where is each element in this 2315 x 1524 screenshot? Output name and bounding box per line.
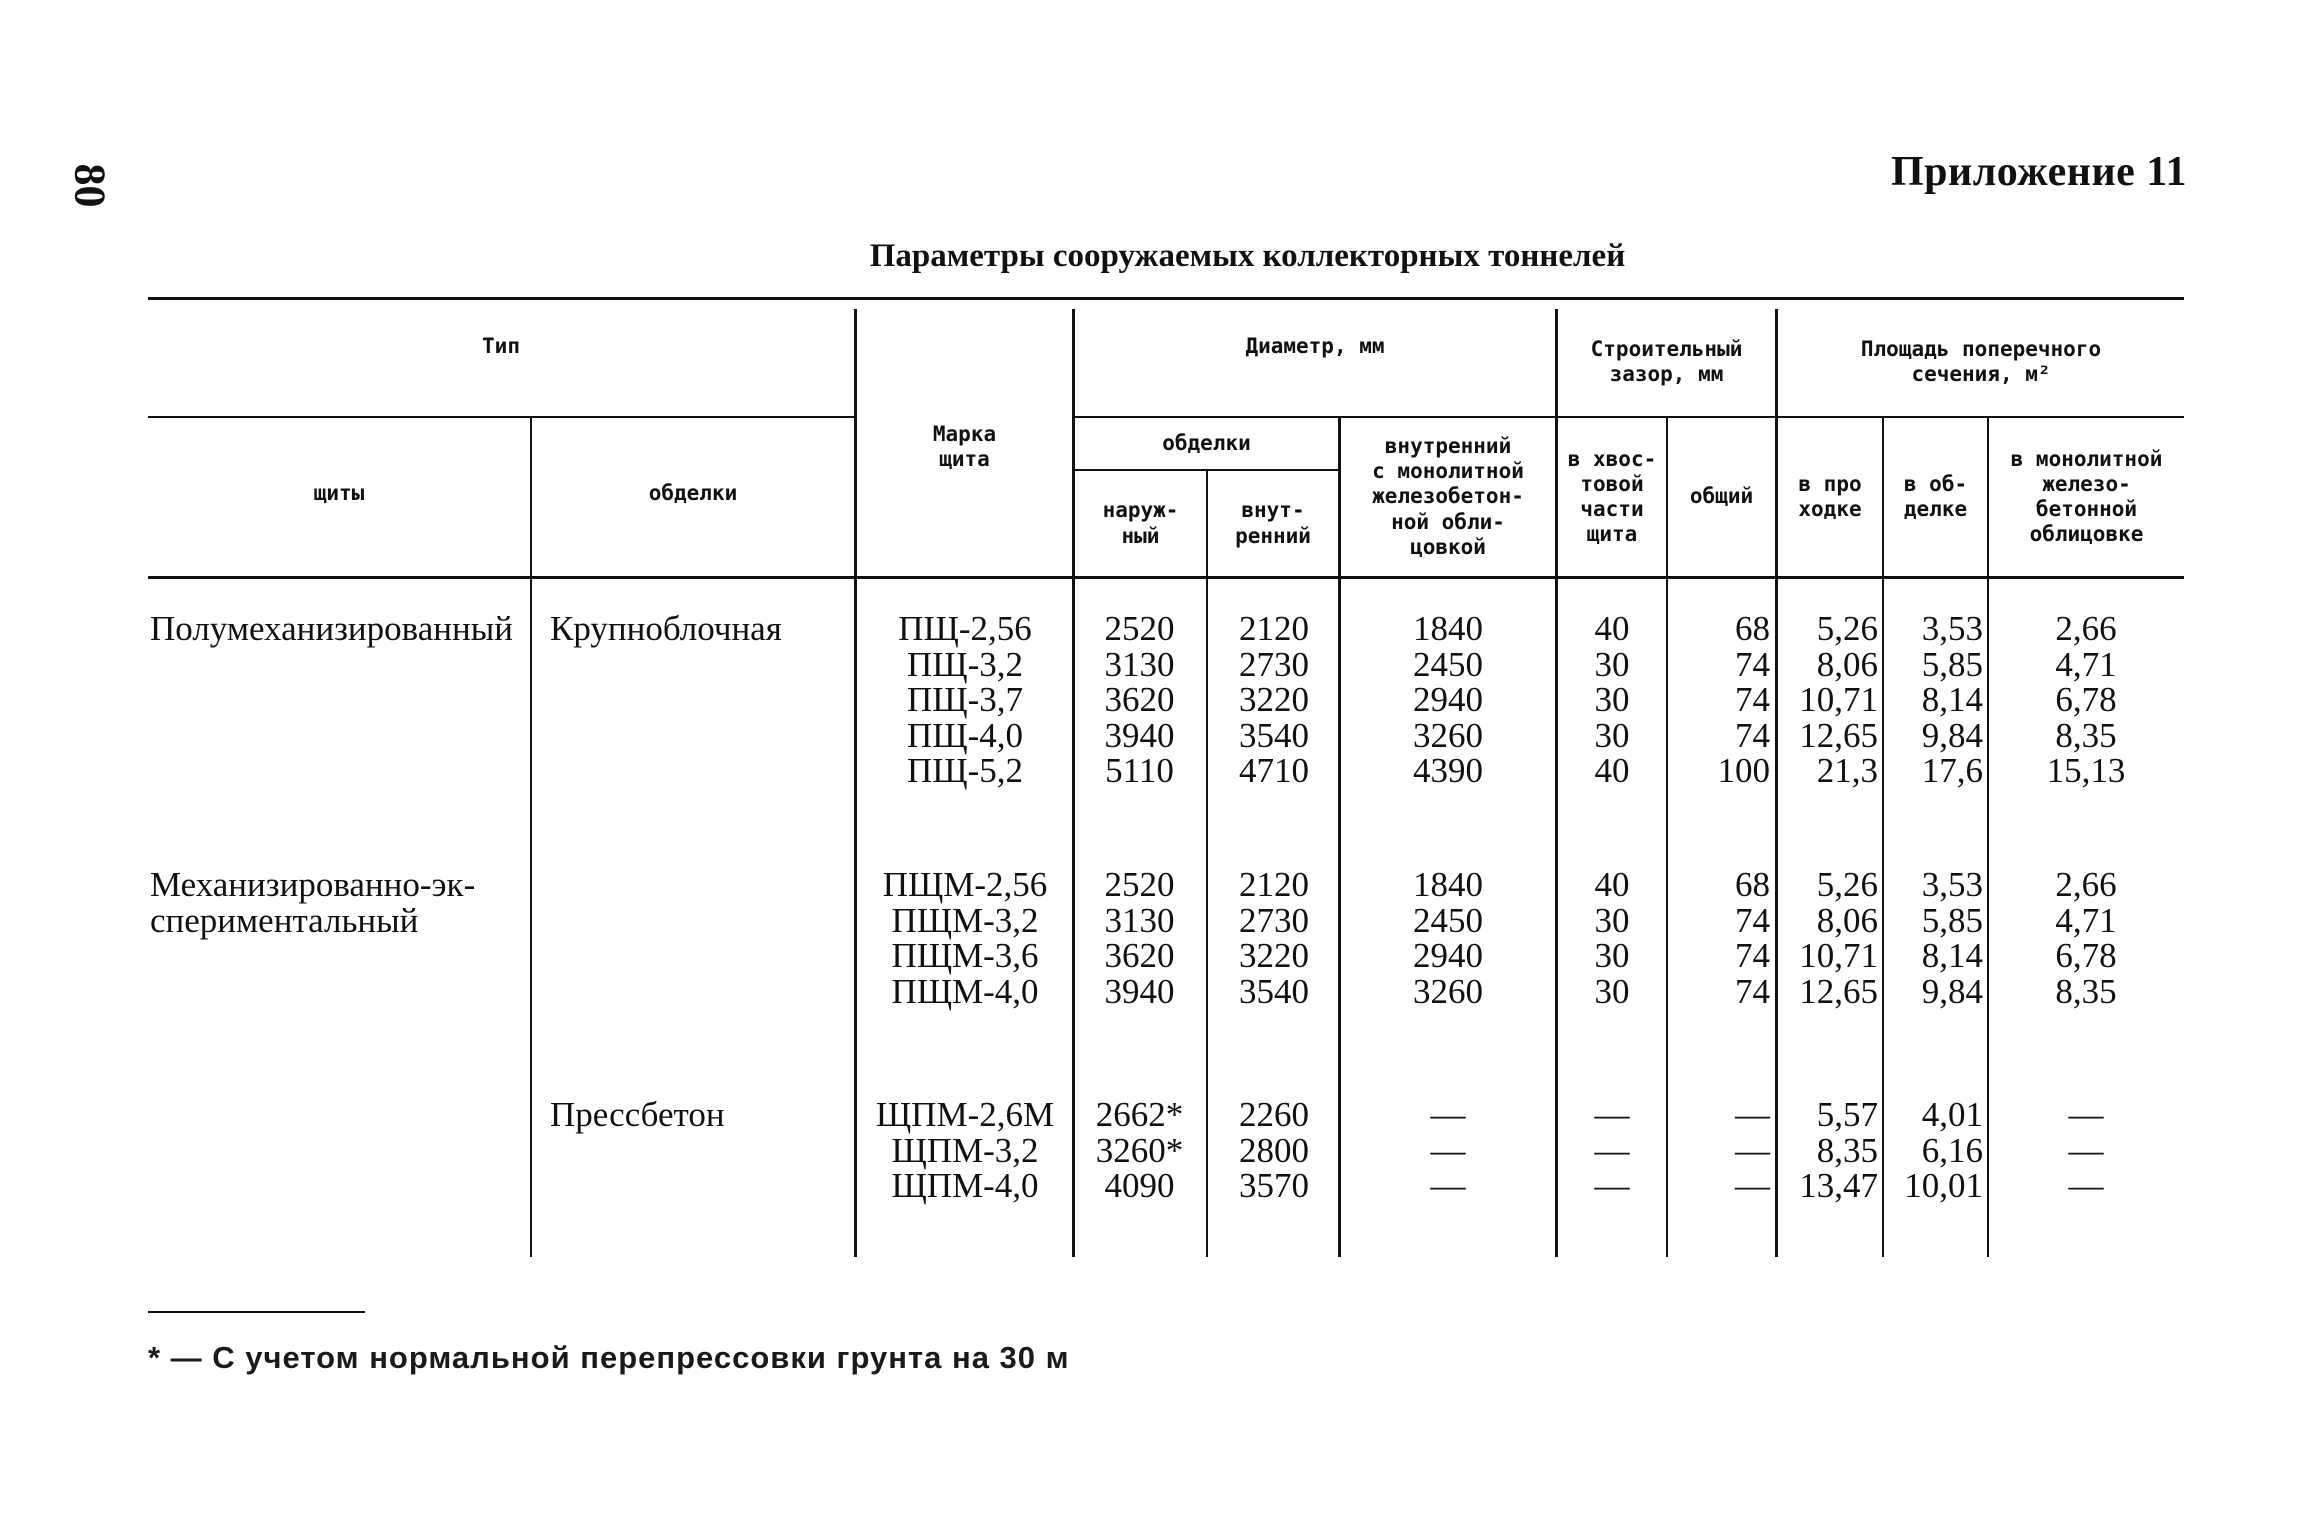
naruzhny-cell: 2520 bbox=[1104, 609, 1175, 648]
header-v-monolit: в монолитной железо- бетонной облицовке bbox=[2010, 446, 2163, 547]
vnutrenny-monolit-column bbox=[1343, 611, 1553, 789]
vnutrenny-column bbox=[1210, 867, 1338, 1009]
header-shchity: щиты bbox=[313, 481, 365, 506]
v-prohodke-cell: 8,35 bbox=[1816, 1130, 1878, 1170]
v-prohodke-cell: 21,3 bbox=[1816, 751, 1878, 790]
obshchy-cell: 68 bbox=[1735, 609, 1770, 648]
footnote: * — С учетом нормальной перепрессовки грунта на 30 м bbox=[148, 1340, 1070, 1375]
v-monolit-cell: 6,78 bbox=[2055, 936, 2117, 975]
obshchy-column bbox=[1670, 611, 1770, 789]
appendix-label: Приложение 11 bbox=[1890, 149, 2187, 195]
v-prohodke-cell: 10,71 bbox=[1799, 680, 1878, 719]
vnutrenny-cell: 3220 bbox=[1239, 680, 1309, 719]
marka-cell: ПЩМ-4,0 bbox=[891, 971, 1039, 1011]
obshchy-cell: 74 bbox=[1735, 900, 1770, 940]
hvost-cell: 30 bbox=[1594, 936, 1630, 975]
v-prohodke-cell: 12,65 bbox=[1799, 971, 1878, 1011]
marka-column bbox=[860, 611, 1070, 789]
v-prohodke-cell: 10,71 bbox=[1799, 936, 1878, 975]
v-prohodke-column bbox=[1780, 611, 1878, 789]
vnutrenny-monolit-cell: — bbox=[1430, 1095, 1466, 1134]
header-marka: Марка щита bbox=[932, 421, 997, 471]
vnutrenny-cell: 3220 bbox=[1239, 936, 1309, 975]
naruzhny-column bbox=[1077, 867, 1202, 1009]
v-obdelke-cell: 6,16 bbox=[1921, 1130, 1983, 1170]
hvost-cell: 30 bbox=[1594, 715, 1630, 755]
obshchy-cell: — bbox=[1735, 1166, 1770, 1205]
obshchy-cell: — bbox=[1735, 1095, 1770, 1134]
marka-cell: ПЩ-4,0 bbox=[907, 715, 1023, 755]
vnutrenny-monolit-cell: 3260 bbox=[1413, 715, 1483, 755]
naruzhny-cell: 3130 bbox=[1104, 644, 1175, 684]
vnutrenny-monolit-cell: — bbox=[1430, 1130, 1466, 1170]
naruzhny-column bbox=[1077, 1097, 1202, 1204]
v-obdelke-cell: 5,85 bbox=[1921, 644, 1983, 684]
naruzhny-column bbox=[1077, 611, 1202, 789]
v-obdelke-cell: 3,53 bbox=[1921, 865, 1983, 904]
header-vnutrenny: внут- ренний bbox=[1235, 498, 1311, 548]
top-rule bbox=[148, 297, 2184, 300]
header-bottom-rule bbox=[148, 576, 2184, 579]
obshchy-cell: 68 bbox=[1735, 865, 1770, 904]
naruzhny-cell: 3940 bbox=[1104, 971, 1175, 1011]
vrule-shchity bbox=[530, 417, 532, 1257]
obshchy-cell: 74 bbox=[1735, 971, 1770, 1011]
vnutrenny-monolit-column bbox=[1343, 1097, 1553, 1204]
v-monolit-cell: 15,13 bbox=[2046, 751, 2126, 790]
marka-column bbox=[860, 867, 1070, 1009]
vnutrenny-monolit-cell: 2940 bbox=[1413, 936, 1483, 975]
v-monolit-cell: — bbox=[2068, 1166, 2104, 1205]
vnutrenny-column bbox=[1210, 611, 1338, 789]
marka-cell: ПЩМ-2,56 bbox=[882, 865, 1048, 904]
marka-cell: ПЩМ-3,6 bbox=[891, 936, 1039, 975]
header-obdelki-sub: обделки bbox=[1162, 430, 1251, 455]
v-obdelke-cell: 17,6 bbox=[1921, 751, 1983, 790]
v-prohodke-column bbox=[1780, 867, 1878, 1009]
naruzhny-cell: 3620 bbox=[1104, 680, 1175, 719]
marka-column bbox=[860, 1097, 1070, 1204]
v-prohodke-cell: 5,26 bbox=[1816, 865, 1878, 904]
hvost-column bbox=[1560, 611, 1664, 789]
hvost-cell: 40 bbox=[1594, 609, 1630, 648]
vnutrenny-cell: 4710 bbox=[1239, 751, 1309, 790]
hvost-column bbox=[1560, 867, 1664, 1009]
header-v-obdelke: в об- делке bbox=[1903, 471, 1968, 521]
v-obdelke-cell: 4,01 bbox=[1921, 1095, 1983, 1134]
v-monolit-cell: 8,35 bbox=[2055, 971, 2117, 1011]
v-prohodke-column bbox=[1780, 1097, 1878, 1204]
header-tip: Тип bbox=[482, 334, 520, 359]
v-monolit-column bbox=[1991, 611, 2181, 789]
hvost-cell: 30 bbox=[1594, 644, 1630, 684]
v-prohodke-cell: 8,06 bbox=[1816, 644, 1878, 684]
naruzhny-cell: 3130 bbox=[1104, 900, 1175, 940]
v-prohodke-cell: 5,26 bbox=[1816, 609, 1878, 648]
hvost-cell: 40 bbox=[1594, 865, 1630, 904]
shield-type-label: Механизированно-эк- спериментальный bbox=[150, 865, 476, 940]
marka-cell: ЩПМ-3,2 bbox=[891, 1130, 1039, 1170]
v-monolit-cell: 6,78 bbox=[2055, 680, 2117, 719]
vnutrenny-cell: 3570 bbox=[1239, 1166, 1309, 1205]
vnutrenny-cell: 2730 bbox=[1239, 644, 1309, 684]
v-obdelke-cell: 3,53 bbox=[1921, 609, 1983, 648]
header-v-prohodke: в про ходке bbox=[1798, 471, 1862, 521]
page-number: 80 bbox=[65, 163, 115, 208]
header-obshchy: общий bbox=[1689, 484, 1754, 509]
header-ploshchad: Площадь поперечного сечения, м² bbox=[1860, 336, 2102, 386]
marka-cell: ПЩМ-3,2 bbox=[891, 900, 1039, 940]
hvost-cell: 40 bbox=[1594, 751, 1630, 790]
v-monolit-cell: 4,71 bbox=[2055, 900, 2117, 940]
v-monolit-cell: — bbox=[2068, 1095, 2104, 1134]
v-monolit-cell: 2,66 bbox=[2055, 609, 2117, 648]
marka-cell: ПЩ-5,2 bbox=[907, 751, 1023, 790]
vnutrenny-monolit-cell: 2450 bbox=[1413, 900, 1483, 940]
vnutrenny-cell: 3540 bbox=[1239, 971, 1309, 1011]
obshchy-cell: 74 bbox=[1735, 680, 1770, 719]
v-obdelke-cell: 9,84 bbox=[1921, 715, 1983, 755]
v-obdelke-column bbox=[1886, 611, 1983, 789]
lining-type-label: Крупноблочная bbox=[550, 609, 782, 648]
hvost-cell: 30 bbox=[1594, 900, 1630, 940]
footnote-rule bbox=[148, 1311, 365, 1313]
v-obdelke-column bbox=[1886, 1097, 1983, 1204]
v-obdelke-cell: 10,01 bbox=[1904, 1166, 1983, 1205]
lining-type-label: Прессбетон bbox=[550, 1095, 725, 1134]
obshchy-cell: 74 bbox=[1735, 715, 1770, 755]
hvost-cell: — bbox=[1594, 1166, 1630, 1205]
v-obdelke-cell: 5,85 bbox=[1921, 900, 1983, 940]
vnutrenny-cell: 2800 bbox=[1239, 1130, 1309, 1170]
naruzhny-cell: 2520 bbox=[1104, 865, 1175, 904]
naruzhny-cell: 2662* bbox=[1095, 1095, 1184, 1134]
obshchy-cell: 100 bbox=[1717, 751, 1770, 790]
naruzhny-cell: 4090 bbox=[1104, 1166, 1175, 1205]
hvost-cell: 30 bbox=[1594, 680, 1630, 719]
header-hvost: в хвос- товой части щита bbox=[1567, 446, 1657, 547]
vnutrenny-monolit-cell: 1840 bbox=[1413, 865, 1483, 904]
obshchy-column bbox=[1670, 1097, 1770, 1204]
vnutrenny-cell: 3540 bbox=[1239, 715, 1309, 755]
naruzhny-cell: 3260* bbox=[1095, 1130, 1184, 1170]
v-obdelke-column bbox=[1886, 867, 1983, 1009]
type-subrule bbox=[148, 416, 854, 418]
hvost-cell: — bbox=[1594, 1130, 1630, 1170]
vnutrenny-monolit-cell: 2940 bbox=[1413, 680, 1483, 719]
naruzhny-cell: 5110 bbox=[1105, 751, 1174, 790]
naruzhny-cell: 3620 bbox=[1104, 936, 1175, 975]
marka-cell: ПЩ-3,2 bbox=[907, 644, 1023, 684]
obshchy-cell: 74 bbox=[1735, 936, 1770, 975]
vnutrenny-monolit-cell: 3260 bbox=[1413, 971, 1483, 1011]
v-obdelke-cell: 8,14 bbox=[1921, 936, 1983, 975]
vnutrenny-cell: 2120 bbox=[1239, 865, 1309, 904]
v-monolit-column bbox=[1991, 1097, 2181, 1204]
v-obdelke-cell: 9,84 bbox=[1921, 971, 1983, 1011]
parameters-table bbox=[148, 297, 2184, 1257]
vrule-naruzh bbox=[1206, 469, 1208, 1257]
marka-cell: ЩПМ-2,6М bbox=[875, 1095, 1055, 1134]
v-prohodke-cell: 12,65 bbox=[1799, 715, 1878, 755]
v-monolit-column bbox=[1991, 867, 2181, 1009]
obshchy-cell: — bbox=[1735, 1130, 1770, 1170]
v-monolit-cell: — bbox=[2068, 1130, 2104, 1170]
vnutrenny-cell: 2120 bbox=[1239, 609, 1309, 648]
header-naruzhny: наруж- ный bbox=[1102, 498, 1179, 548]
vnutrenny-monolit-cell: 2450 bbox=[1413, 644, 1483, 684]
marka-cell: ЩПМ-4,0 bbox=[891, 1166, 1039, 1205]
table-title: Параметры сооружаемых коллекторных тоннелей bbox=[869, 238, 1626, 274]
hvost-column bbox=[1560, 1097, 1664, 1204]
obshchy-cell: 74 bbox=[1735, 644, 1770, 684]
v-monolit-cell: 8,35 bbox=[2055, 715, 2117, 755]
hvost-cell: — bbox=[1594, 1095, 1630, 1134]
vnutrenny-monolit-cell: 1840 bbox=[1413, 609, 1483, 648]
vnutrenny-monolit-column bbox=[1343, 867, 1553, 1009]
vnutrenny-monolit-cell: 4390 bbox=[1413, 751, 1483, 790]
v-prohodke-cell: 8,06 bbox=[1816, 900, 1878, 940]
v-monolit-cell: 2,66 bbox=[2055, 865, 2117, 904]
vnutrenny-cell: 2260 bbox=[1239, 1095, 1309, 1134]
v-prohodke-cell: 13,47 bbox=[1799, 1166, 1878, 1205]
v-monolit-cell: 4,71 bbox=[2055, 644, 2117, 684]
obshchy-column bbox=[1670, 867, 1770, 1009]
marka-cell: ПЩ-2,56 bbox=[898, 609, 1032, 648]
shield-type-label: Полумеханизированный bbox=[150, 609, 513, 648]
v-prohodke-cell: 5,57 bbox=[1816, 1095, 1878, 1134]
vnutrenny-monolit-cell: — bbox=[1430, 1166, 1466, 1205]
v-obdelke-cell: 8,14 bbox=[1921, 680, 1983, 719]
hvost-cell: 30 bbox=[1594, 971, 1630, 1011]
marka-cell: ПЩ-3,7 bbox=[907, 680, 1023, 719]
header-obdelki: обделки bbox=[648, 481, 738, 506]
vnutrenny-cell: 2730 bbox=[1239, 900, 1309, 940]
naruzhny-cell: 3940 bbox=[1104, 715, 1175, 755]
vnutrenny-column bbox=[1210, 1097, 1338, 1204]
header-vnutrenny-monolit: внутренний с монолитной железобетон- ной обли- цовкой bbox=[1372, 434, 1524, 559]
header-diametr: Диаметр, мм bbox=[1245, 334, 1385, 359]
header-zazor: Строительный зазор, мм bbox=[1590, 336, 1743, 386]
